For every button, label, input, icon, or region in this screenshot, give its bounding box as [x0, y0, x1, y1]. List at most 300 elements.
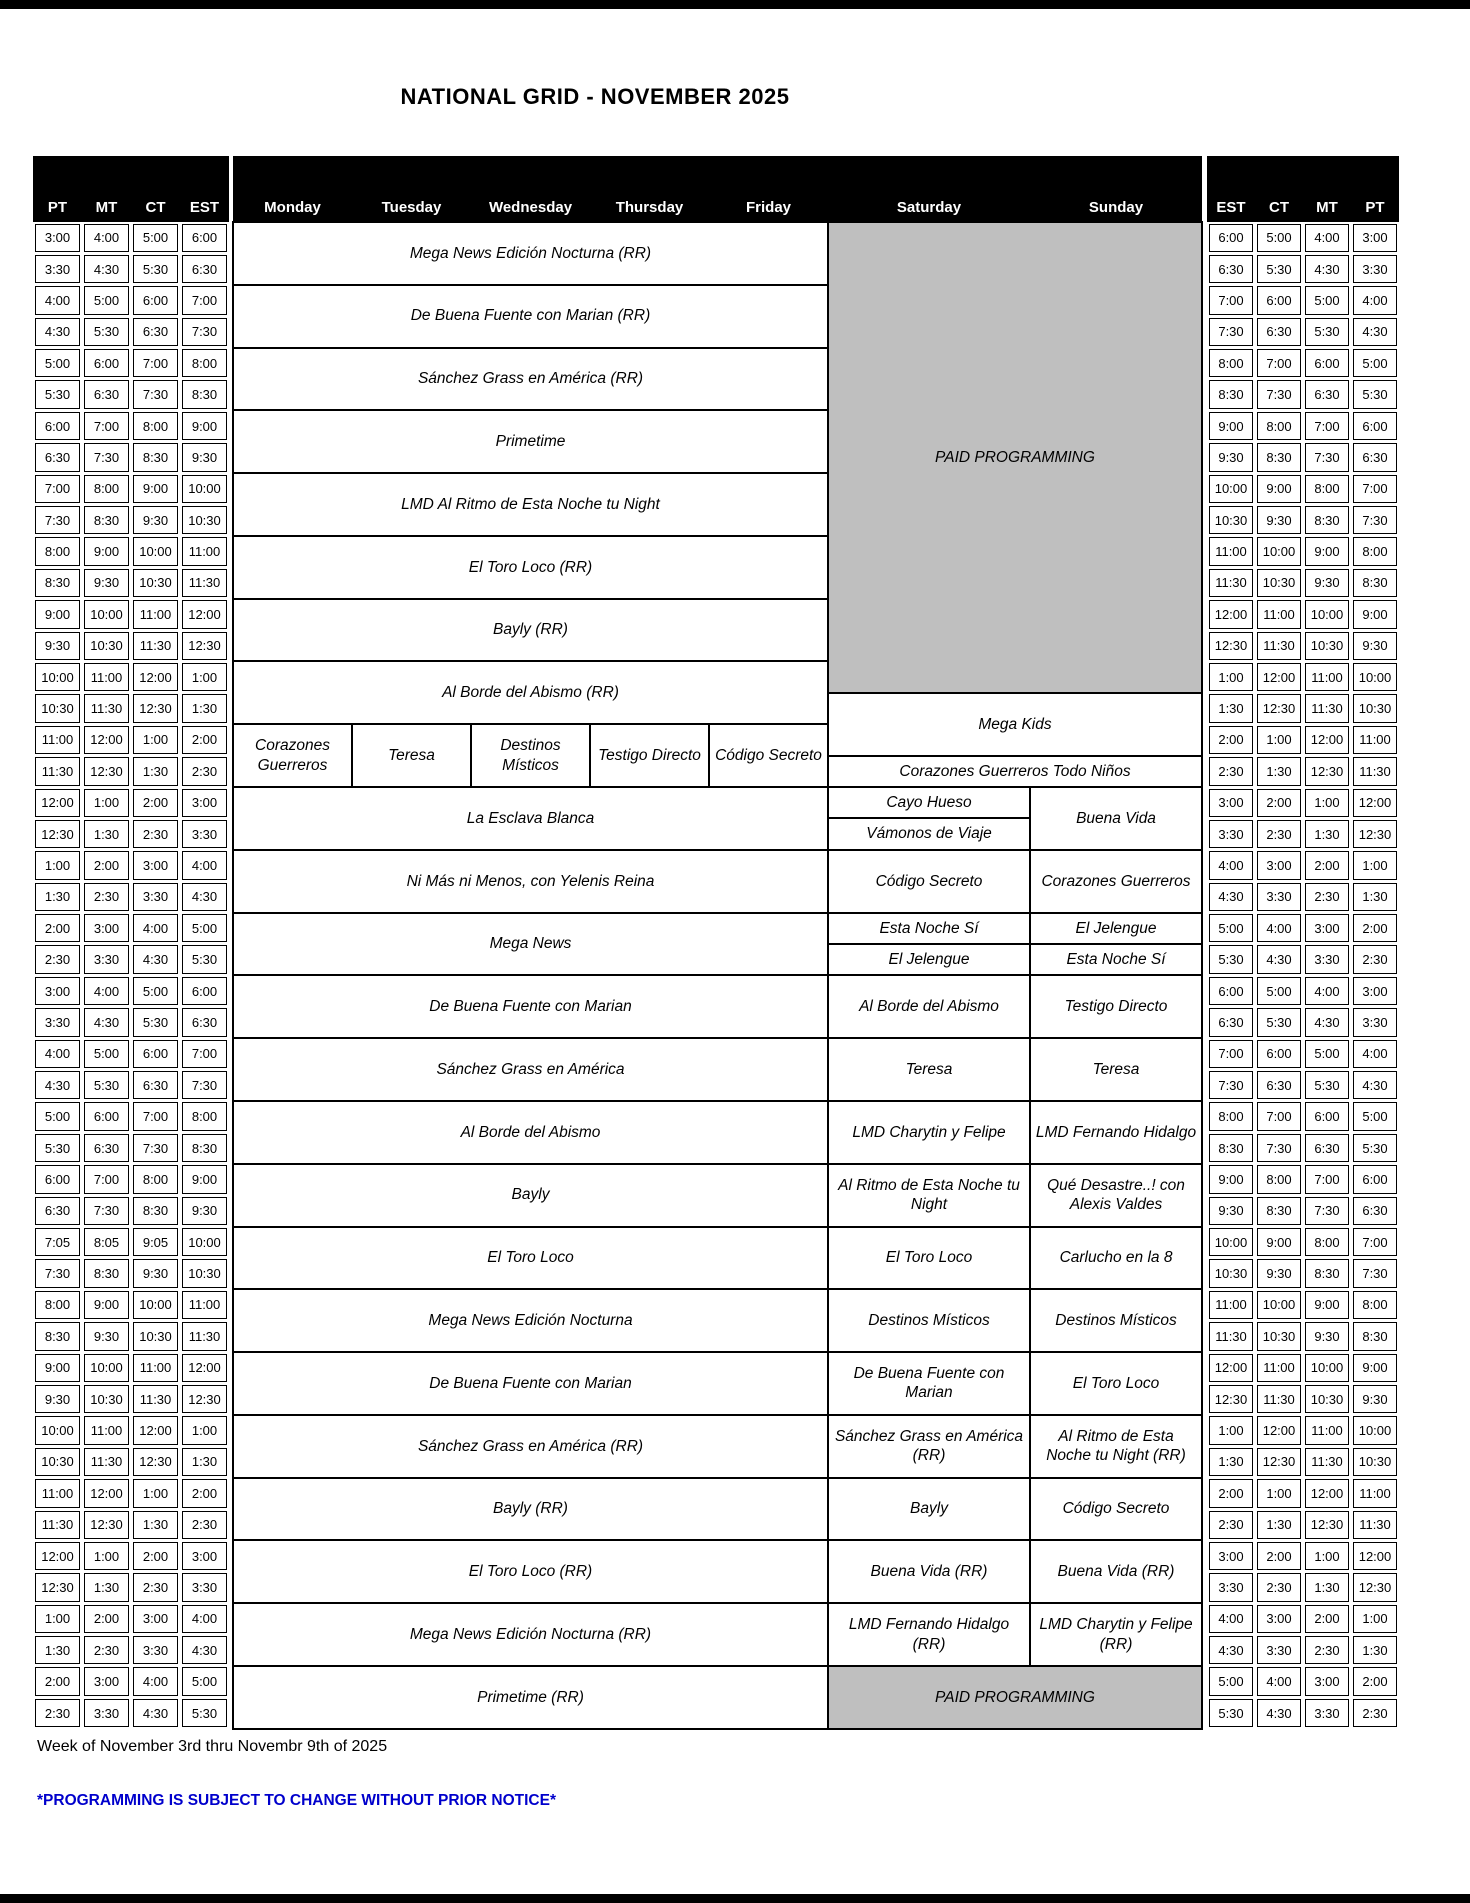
time-cell: 6:30: [1209, 1008, 1253, 1036]
time-cell: 5:30: [1305, 1071, 1349, 1099]
time-cell: 5:30: [84, 1071, 129, 1099]
time-cell: 12:00: [84, 1479, 129, 1507]
program-block: Sánchez Grass en América: [232, 1037, 829, 1102]
time-cell: 2:30: [1353, 1699, 1397, 1727]
time-cell: 2:30: [84, 1636, 129, 1664]
time-cell: 3:30: [182, 820, 227, 848]
time-cell: 6:00: [1353, 412, 1397, 440]
time-cell: 3:30: [1209, 1573, 1253, 1601]
time-cell: 10:00: [1209, 475, 1253, 503]
program-block: Ni Más ni Menos, con Yelenis Reina: [232, 849, 829, 914]
time-cell: 11:30: [84, 694, 129, 722]
time-cell: 1:30: [133, 1511, 178, 1539]
column-header-timezone: CT: [1269, 199, 1289, 216]
time-cell: 7:00: [84, 1165, 129, 1193]
time-cell: 6:30: [133, 1071, 178, 1099]
program-block: Testigo Directo: [589, 723, 710, 788]
time-cell: 4:00: [133, 914, 178, 942]
time-cell: 7:30: [1353, 1259, 1397, 1287]
program-block: Buena Vida (RR): [1029, 1539, 1203, 1604]
time-cell: 12:30: [1209, 1385, 1253, 1413]
time-cell: 3:30: [133, 883, 178, 911]
program-block: Mega News Edición Nocturna (RR): [232, 221, 829, 286]
time-cell: 9:00: [84, 1291, 129, 1319]
time-cell: 2:00: [1257, 789, 1301, 817]
time-cell: 2:30: [1209, 757, 1253, 785]
time-cell: 1:00: [35, 1605, 80, 1633]
time-cell: 4:30: [1353, 318, 1397, 346]
time-cell: 12:30: [1257, 694, 1301, 722]
time-cell: 1:30: [35, 883, 80, 911]
program-block: Vámonos de Viaje: [827, 817, 1031, 850]
time-cell: 10:30: [1257, 1322, 1301, 1350]
time-cell: 6:00: [1353, 1165, 1397, 1193]
time-cell: 9:00: [1257, 475, 1301, 503]
program-block: Teresa: [827, 1037, 1031, 1102]
time-cell: 3:30: [133, 1636, 178, 1664]
time-cell: 9:30: [1305, 1322, 1349, 1350]
time-cell: 7:00: [1209, 286, 1253, 314]
time-cell: 3:30: [182, 1573, 227, 1601]
time-cell: 5:30: [35, 380, 80, 408]
time-cell: 11:30: [182, 1322, 227, 1350]
time-cell: 8:30: [84, 1259, 129, 1287]
paid-programming-block: PAID PROGRAMMING: [827, 1665, 1203, 1730]
time-cell: 8:30: [182, 380, 227, 408]
time-cell: 5:30: [1257, 255, 1301, 283]
time-cell: 7:30: [1353, 506, 1397, 534]
time-cell: 11:00: [1257, 600, 1301, 628]
time-cell: 9:00: [182, 412, 227, 440]
time-cell: 4:30: [133, 945, 178, 973]
time-cell: 6:00: [1209, 977, 1253, 1005]
time-cell: 10:00: [1305, 600, 1349, 628]
time-cell: 5:30: [1257, 1008, 1301, 1036]
time-cell: 12:00: [182, 1354, 227, 1382]
time-cell: 4:00: [133, 1667, 178, 1695]
time-cell: 8:00: [182, 1102, 227, 1130]
time-cell: 4:30: [1209, 883, 1253, 911]
time-cell: 11:30: [1209, 569, 1253, 597]
time-cell: 11:00: [1209, 1291, 1253, 1319]
time-cell: 5:30: [35, 1134, 80, 1162]
program-block: Código Secreto: [827, 849, 1031, 914]
time-cell: 9:30: [84, 1322, 129, 1350]
time-cell: 1:00: [1209, 1416, 1253, 1444]
time-cell: 8:30: [1209, 380, 1253, 408]
time-cell: 4:00: [1305, 977, 1349, 1005]
time-cell: 6:30: [133, 318, 178, 346]
time-cell: 12:00: [1305, 1479, 1349, 1507]
time-cell: 4:30: [1257, 945, 1301, 973]
time-cell: 10:30: [1209, 506, 1253, 534]
time-cell: 11:00: [1353, 726, 1397, 754]
program-block: LMD Al Ritmo de Esta Noche tu Night: [232, 472, 829, 537]
column-header-timezone: MT: [1316, 199, 1338, 216]
time-cell: 8:00: [1257, 412, 1301, 440]
column-header-timezone: PT: [47, 199, 68, 216]
time-cell: 3:00: [1257, 1605, 1301, 1633]
program-block: Destinos Místicos: [827, 1288, 1031, 1353]
time-cell: 9:30: [1257, 1259, 1301, 1287]
column-header-day: Monday: [264, 199, 321, 216]
time-cell: 9:05: [133, 1228, 178, 1256]
program-block: Cayo Hueso: [827, 786, 1031, 819]
time-cell: 5:30: [1209, 945, 1253, 973]
time-cell: 4:00: [1257, 1667, 1301, 1695]
time-cell: 1:30: [84, 1573, 129, 1601]
program-block: La Esclava Blanca: [232, 786, 829, 851]
time-cell: 8:30: [35, 1322, 80, 1350]
program-block: Esta Noche Sí: [1029, 943, 1203, 976]
time-cell: 10:00: [1353, 663, 1397, 691]
time-cell: 8:30: [1257, 443, 1301, 471]
time-cell: 12:00: [35, 1542, 80, 1570]
program-block: Código Secreto: [708, 723, 829, 788]
time-cell: 3:00: [182, 1542, 227, 1570]
page-title: NATIONAL GRID - NOVEMBER 2025: [400, 84, 790, 109]
time-cell: 6:00: [182, 977, 227, 1005]
time-cell: 5:30: [133, 1008, 178, 1036]
time-cell: 12:30: [133, 694, 178, 722]
time-cell: 5:00: [35, 349, 80, 377]
program-block: De Buena Fuente con Marian: [232, 974, 829, 1039]
time-cell: 3:30: [1209, 820, 1253, 848]
paid-programming-block: PAID PROGRAMMING: [827, 221, 1203, 694]
time-cell: 9:00: [35, 600, 80, 628]
time-cell: 9:00: [1209, 1165, 1253, 1193]
time-cell: 7:30: [133, 1134, 178, 1162]
program-block: Primetime: [232, 409, 829, 474]
program-block: Esta Noche Sí: [827, 912, 1031, 945]
time-cell: 5:00: [1257, 224, 1301, 252]
program-block: El Toro Loco (RR): [232, 1539, 829, 1604]
time-cell: 5:30: [1209, 1699, 1253, 1727]
program-block: Destinos Místicos: [1029, 1288, 1203, 1353]
time-cell: 4:30: [1353, 1071, 1397, 1099]
time-cell: 6:30: [182, 255, 227, 283]
time-cell: 12:00: [133, 663, 178, 691]
time-cell: 8:30: [133, 1197, 178, 1225]
time-cell: 11:30: [1305, 694, 1349, 722]
time-cell: 6:00: [182, 224, 227, 252]
time-cell: 8:30: [1257, 1197, 1301, 1225]
time-cell: 12:00: [1305, 726, 1349, 754]
program-block: Bayly: [827, 1477, 1031, 1542]
time-cell: 2:30: [182, 1511, 227, 1539]
program-block: LMD Fernando Hidalgo: [1029, 1100, 1203, 1165]
time-cell: 2:30: [1353, 945, 1397, 973]
time-cell: 6:30: [84, 1134, 129, 1162]
time-cell: 6:30: [1353, 1197, 1397, 1225]
time-cell: 7:30: [182, 1071, 227, 1099]
time-cell: 6:30: [1353, 443, 1397, 471]
time-cell: 12:30: [1353, 820, 1397, 848]
time-cell: 6:00: [1257, 1040, 1301, 1068]
time-cell: 9:30: [182, 443, 227, 471]
time-cell: 12:30: [182, 1385, 227, 1413]
program-block: Bayly (RR): [232, 598, 829, 663]
time-cell: 3:00: [1257, 851, 1301, 879]
time-cell: 1:00: [84, 789, 129, 817]
time-cell: 5:00: [84, 1040, 129, 1068]
time-cell: 5:00: [1209, 1667, 1253, 1695]
time-cell: 1:00: [1353, 851, 1397, 879]
time-cell: 10:00: [1305, 1354, 1349, 1382]
time-cell: 9:30: [1353, 632, 1397, 660]
time-cell: 10:30: [1305, 632, 1349, 660]
time-cell: 3:30: [1305, 945, 1349, 973]
column-header-timezone: CT: [145, 199, 166, 216]
time-cell: 6:30: [35, 1197, 80, 1225]
program-block: Corazones Guerreros: [1029, 849, 1203, 914]
time-cell: 12:30: [1353, 1573, 1397, 1601]
time-cell: 2:30: [84, 883, 129, 911]
time-cell: 11:00: [133, 600, 178, 628]
schedule-grid: [33, 156, 1399, 1730]
time-cell: 2:00: [1209, 726, 1253, 754]
time-cell: 2:00: [1353, 914, 1397, 942]
time-cell: 2:00: [1257, 1542, 1301, 1570]
time-cell: 5:00: [182, 1667, 227, 1695]
time-cell: 8:05: [84, 1228, 129, 1256]
time-cell: 3:30: [84, 1699, 129, 1727]
time-cell: 7:00: [84, 412, 129, 440]
time-cell: 6:00: [35, 412, 80, 440]
program-block: Primetime (RR): [232, 1665, 829, 1730]
time-cell: 2:00: [133, 1542, 178, 1570]
program-block: Al Ritmo de Esta Noche tu Night (RR): [1029, 1414, 1203, 1479]
time-cell: 10:30: [133, 1322, 178, 1350]
program-block: Sánchez Grass en América (RR): [232, 1414, 829, 1479]
time-cell: 12:00: [35, 789, 80, 817]
time-cell: 2:00: [84, 851, 129, 879]
time-cell: 11:00: [1353, 1479, 1397, 1507]
time-cell: 9:00: [1353, 600, 1397, 628]
time-cell: 11:00: [133, 1354, 178, 1382]
time-cell: 6:00: [1209, 224, 1253, 252]
time-cell: 4:30: [35, 1071, 80, 1099]
time-cell: 6:00: [1305, 1102, 1349, 1130]
program-block: Buena Vida: [1029, 786, 1203, 851]
program-block: Sánchez Grass en América (RR): [827, 1414, 1031, 1479]
time-cell: 10:30: [84, 632, 129, 660]
program-block: Teresa: [1029, 1037, 1203, 1102]
time-cell: 4:00: [84, 224, 129, 252]
time-cell: 10:30: [35, 694, 80, 722]
time-cell: 1:30: [1257, 757, 1301, 785]
time-cell: 12:30: [133, 1448, 178, 1476]
time-cell: 7:30: [182, 318, 227, 346]
program-block: Corazones Guerreros Todo Niños: [827, 755, 1203, 788]
time-cell: 6:30: [1305, 380, 1349, 408]
time-cell: 10:30: [1209, 1259, 1253, 1287]
time-cell: 12:30: [35, 1573, 80, 1601]
time-cell: 5:00: [1353, 1102, 1397, 1130]
time-cell: 3:30: [35, 255, 80, 283]
time-cell: 1:30: [1209, 1448, 1253, 1476]
time-cell: 9:00: [133, 475, 178, 503]
program-block: De Buena Fuente con Marian (RR): [232, 284, 829, 349]
time-cell: 8:30: [1305, 1259, 1349, 1287]
time-cell: 4:30: [84, 255, 129, 283]
time-cell: 1:00: [35, 851, 80, 879]
time-cell: 7:00: [182, 286, 227, 314]
time-cell: 5:30: [182, 945, 227, 973]
time-cell: 6:30: [84, 380, 129, 408]
time-cell: 8:00: [1305, 475, 1349, 503]
time-cell: 5:00: [1305, 1040, 1349, 1068]
program-block: Bayly: [232, 1163, 829, 1228]
column-header-day: Wednesday: [488, 199, 573, 216]
time-cell: 11:30: [1353, 1511, 1397, 1539]
time-cell: 8:00: [1305, 1228, 1349, 1256]
time-cell: 11:30: [1209, 1322, 1253, 1350]
time-cell: 9:00: [182, 1165, 227, 1193]
time-cell: 7:30: [35, 1259, 80, 1287]
time-cell: 4:00: [182, 1605, 227, 1633]
time-cell: 12:30: [182, 632, 227, 660]
time-cell: 9:00: [1305, 1291, 1349, 1319]
time-cell: 5:00: [84, 286, 129, 314]
time-cell: 11:30: [35, 1511, 80, 1539]
time-cell: 10:00: [84, 600, 129, 628]
time-cell: 12:30: [1305, 757, 1349, 785]
time-cell: 10:30: [1305, 1385, 1349, 1413]
time-cell: 6:30: [1257, 318, 1301, 346]
time-cell: 5:00: [1353, 349, 1397, 377]
time-cell: 4:00: [1353, 286, 1397, 314]
time-cell: 11:00: [1305, 663, 1349, 691]
time-cell: 7:30: [84, 1197, 129, 1225]
time-cell: 2:30: [35, 1699, 80, 1727]
time-cell: 4:30: [1305, 1008, 1349, 1036]
time-cell: 6:00: [133, 1040, 178, 1068]
time-cell: 10:00: [1257, 1291, 1301, 1319]
time-cell: 10:00: [1209, 1228, 1253, 1256]
time-cell: 1:30: [1257, 1511, 1301, 1539]
time-cell: 1:00: [84, 1542, 129, 1570]
time-cell: 7:00: [35, 475, 80, 503]
program-block: El Jelengue: [827, 943, 1031, 976]
program-block: De Buena Fuente con Marian: [232, 1351, 829, 1416]
time-cell: 7:30: [84, 443, 129, 471]
time-cell: 8:00: [1353, 1291, 1397, 1319]
time-cell: 1:30: [1353, 883, 1397, 911]
column-header-day: Friday: [745, 199, 791, 216]
time-cell: 8:00: [84, 475, 129, 503]
time-cell: 1:00: [133, 1479, 178, 1507]
time-cell: 3:30: [35, 1008, 80, 1036]
program-block: Mega News Edición Nocturna (RR): [232, 1602, 829, 1667]
program-block: Mega Kids: [827, 692, 1203, 757]
time-cell: 2:00: [1353, 1667, 1397, 1695]
time-cell: 5:30: [1305, 318, 1349, 346]
program-block: Al Borde del Abismo (RR): [232, 660, 829, 725]
time-cell: 7:30: [1257, 1134, 1301, 1162]
bottom-border-bar: [0, 1894, 1470, 1903]
time-cell: 3:00: [1305, 914, 1349, 942]
time-cell: 7:05: [35, 1228, 80, 1256]
time-cell: 11:30: [133, 1385, 178, 1413]
time-cell: 3:00: [182, 789, 227, 817]
time-cell: 10:00: [182, 475, 227, 503]
time-cell: 2:30: [1305, 883, 1349, 911]
time-cell: 5:30: [182, 1699, 227, 1727]
time-cell: 8:00: [133, 412, 178, 440]
time-cell: 12:00: [182, 600, 227, 628]
time-cell: 11:30: [133, 632, 178, 660]
time-cell: 2:00: [35, 1667, 80, 1695]
time-cell: 3:00: [84, 914, 129, 942]
time-cell: 12:30: [84, 757, 129, 785]
time-cell: 8:30: [84, 506, 129, 534]
column-header-day: Sunday: [1088, 199, 1144, 216]
column-header-timezone: EST: [189, 199, 220, 216]
time-cell: 3:00: [35, 224, 80, 252]
time-cell: 1:30: [1353, 1636, 1397, 1664]
time-cell: 12:30: [1257, 1448, 1301, 1476]
time-cell: 10:30: [84, 1385, 129, 1413]
time-cell: 9:30: [182, 1197, 227, 1225]
time-cell: 1:00: [1305, 789, 1349, 817]
time-cell: 11:30: [182, 569, 227, 597]
time-cell: 1:30: [1209, 694, 1253, 722]
time-cell: 12:30: [1209, 632, 1253, 660]
time-cell: 12:30: [1305, 1511, 1349, 1539]
time-cell: 11:00: [1209, 537, 1253, 565]
time-cell: 8:30: [182, 1134, 227, 1162]
time-cell: 11:00: [84, 663, 129, 691]
time-cell: 10:00: [133, 537, 178, 565]
time-cell: 4:00: [35, 1040, 80, 1068]
time-cell: 8:00: [182, 349, 227, 377]
program-block: Al Ritmo de Esta Noche tu Night: [827, 1163, 1031, 1228]
time-cell: 3:30: [1353, 255, 1397, 283]
time-cell: 1:30: [133, 757, 178, 785]
time-cell: 3:00: [84, 1667, 129, 1695]
time-cell: 12:00: [1209, 600, 1253, 628]
time-cell: 7:00: [1305, 1165, 1349, 1193]
time-cell: 2:30: [182, 757, 227, 785]
column-header-day: Thursday: [615, 199, 684, 216]
time-cell: 10:30: [133, 569, 178, 597]
time-cell: 8:00: [1353, 537, 1397, 565]
time-cell: 3:00: [35, 977, 80, 1005]
time-cell: 10:30: [1353, 1448, 1397, 1476]
program-block: Carlucho en la 8: [1029, 1226, 1203, 1291]
time-cell: 7:00: [133, 349, 178, 377]
time-cell: 10:30: [1353, 694, 1397, 722]
time-cell: 6:30: [1305, 1134, 1349, 1162]
time-cell: 9:00: [35, 1354, 80, 1382]
time-cell: 1:30: [84, 820, 129, 848]
program-block: Testigo Directo: [1029, 974, 1203, 1039]
time-cell: 6:00: [35, 1165, 80, 1193]
time-cell: 4:30: [1209, 1636, 1253, 1664]
time-cell: 4:00: [1353, 1040, 1397, 1068]
time-cell: 3:30: [84, 945, 129, 973]
program-block: Mega News: [232, 912, 829, 977]
time-cell: 9:00: [1305, 537, 1349, 565]
time-cell: 4:00: [1209, 851, 1253, 879]
time-cell: 3:30: [1305, 1699, 1349, 1727]
time-cell: 4:30: [1257, 1699, 1301, 1727]
time-cell: 11:30: [1305, 1448, 1349, 1476]
time-cell: 8:00: [133, 1165, 178, 1193]
time-cell: 8:30: [1353, 1322, 1397, 1350]
footer-notice-text: *PROGRAMMING IS SUBJECT TO CHANGE WITHOUT PRIOR NOTICE*: [37, 1792, 556, 1809]
